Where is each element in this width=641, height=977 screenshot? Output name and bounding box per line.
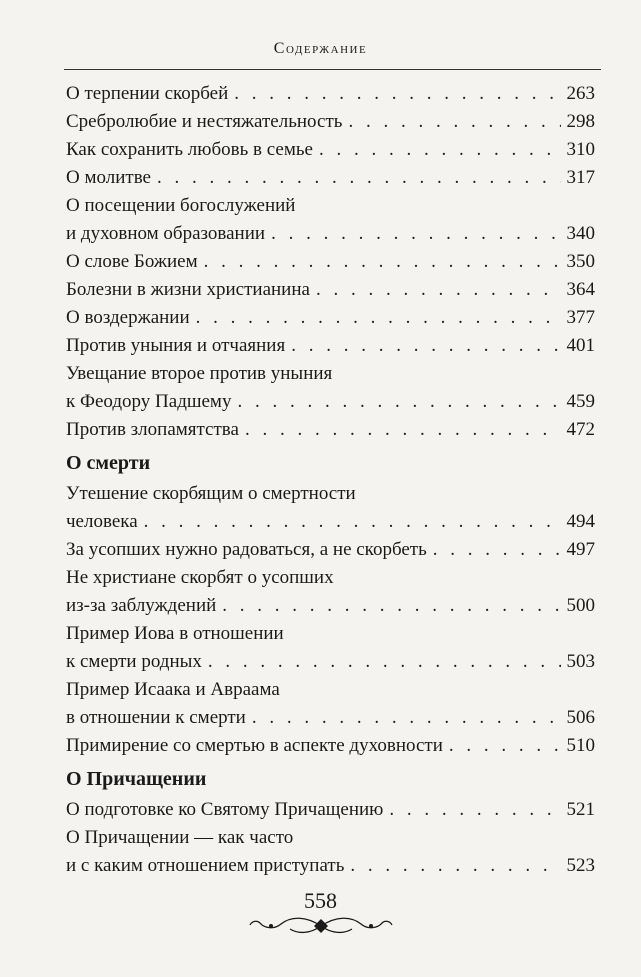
dot-leader — [433, 536, 561, 564]
toc-entry-title: Не христиане скорбят о усопших — [66, 567, 334, 588]
toc-page-number: 364 — [566, 279, 595, 300]
dot-leader — [389, 796, 560, 824]
toc-entry-title: к Феодору Падшему — [66, 391, 232, 412]
toc-page-number: 506 — [566, 707, 595, 728]
toc-entry-title: Пример Исаака и Авраама — [66, 679, 280, 700]
toc-entry[interactable] — [66, 192, 595, 248]
toc-page-number: 503 — [566, 651, 595, 672]
page-number: 558 — [304, 888, 337, 913]
toc-page-number: 500 — [566, 595, 595, 616]
toc-page-number: 459 — [566, 391, 595, 412]
toc-page-number: 494 — [566, 511, 595, 532]
dot-leader — [204, 248, 561, 276]
dot-leader — [144, 508, 561, 536]
toc-page-number: 263 — [566, 83, 595, 104]
toc-page-number: 350 — [566, 251, 595, 272]
section-heading: О Причащении — [66, 768, 207, 790]
toc-entry[interactable] — [66, 108, 595, 136]
toc-page-number: 472 — [566, 419, 595, 440]
dot-leader — [252, 704, 561, 732]
toc-entry-title: Против злопамятства — [66, 419, 239, 440]
dot-leader — [271, 220, 560, 248]
header-rule — [64, 69, 601, 70]
toc-entry[interactable] — [66, 248, 595, 276]
toc-entry[interactable] — [66, 480, 595, 536]
scroll-ornament-icon — [246, 914, 396, 938]
toc-entry-title: к смерти родных — [66, 651, 202, 672]
toc-entry-title: в отношении к смерти — [66, 707, 246, 728]
toc-entry-title: Как сохранить любовь в семье — [66, 139, 313, 160]
dot-leader — [234, 80, 560, 108]
dot-leader — [350, 852, 560, 880]
dot-leader — [316, 276, 561, 304]
dot-leader — [319, 136, 561, 164]
toc-page-number: 377 — [566, 307, 595, 328]
toc-entry[interactable] — [66, 536, 595, 564]
toc-entry-title: человека — [66, 511, 138, 532]
toc-entry[interactable] — [66, 164, 595, 192]
toc-entry-title: и духовном образовании — [66, 223, 266, 244]
toc-page-number: 523 — [566, 855, 595, 876]
toc-entry[interactable] — [66, 332, 595, 360]
toc-page-number: 521 — [566, 799, 595, 820]
dot-leader — [245, 416, 561, 444]
dot-leader — [449, 732, 561, 760]
toc-page-number: 310 — [566, 139, 595, 160]
toc-entry-title: О терпении скорбей — [66, 83, 229, 104]
toc-entry-title: О молитве — [66, 167, 151, 188]
running-header: Содержание — [273, 40, 368, 57]
toc-entry-title: О воздержании — [66, 307, 190, 328]
toc-entry-title: и с каким отношением приступать — [66, 855, 345, 876]
dot-leader — [348, 108, 560, 136]
toc-page-number: 497 — [566, 539, 595, 560]
toc-entry[interactable] — [66, 564, 595, 620]
dot-leader — [222, 592, 560, 620]
dot-leader — [291, 332, 560, 360]
toc-page-number: 340 — [566, 223, 595, 244]
toc-page-number: 401 — [566, 335, 595, 356]
toc-entry-title: О Причащении — как часто — [66, 827, 294, 848]
toc-entry[interactable] — [66, 676, 595, 732]
toc-entry-title: из-за заблуждений — [66, 595, 217, 616]
toc-entry[interactable] — [66, 732, 595, 760]
section-heading: О смерти — [66, 452, 151, 474]
dot-leader — [196, 304, 561, 332]
toc-entry-title: О подготовке ко Святому Причащению — [66, 799, 384, 820]
toc-entry-title: За усопших нужно радоваться, а не скорбеть — [66, 539, 427, 560]
toc-entry-title: Болезни в жизни христианина — [66, 279, 310, 300]
dot-leader — [208, 648, 561, 676]
toc-entry-title: Против уныния и отчаяния — [66, 335, 286, 356]
toc-entry[interactable] — [66, 304, 595, 332]
toc-page-number: 317 — [566, 167, 595, 188]
toc-entry[interactable] — [66, 276, 595, 304]
toc-entry-title: О слове Божием — [66, 251, 198, 272]
toc-entry[interactable] — [66, 80, 595, 108]
toc-entry[interactable] — [66, 136, 595, 164]
toc-entry-title: О посещении богослужений — [66, 195, 296, 216]
toc-page-number: 510 — [566, 735, 595, 756]
toc-entry-title: Пример Иова в отношении — [66, 623, 284, 644]
table-of-contents — [66, 80, 595, 880]
dot-leader — [237, 388, 560, 416]
toc-page-number: 298 — [566, 111, 595, 132]
toc-entry[interactable] — [66, 620, 595, 676]
toc-entry-title: Утешение скорбящим о смертности — [66, 483, 356, 504]
toc-entry-title: Примирение со смертью в аспекте духовности — [66, 735, 443, 756]
dot-leader — [157, 164, 561, 192]
toc-entry[interactable] — [66, 796, 595, 824]
toc-entry[interactable] — [66, 416, 595, 444]
toc-entry[interactable] — [66, 360, 595, 416]
toc-entry[interactable] — [66, 824, 595, 880]
toc-entry-title: Сребролюбие и нестяжательность — [66, 111, 343, 132]
toc-entry-title: Увещание второе против уныния — [66, 363, 333, 384]
